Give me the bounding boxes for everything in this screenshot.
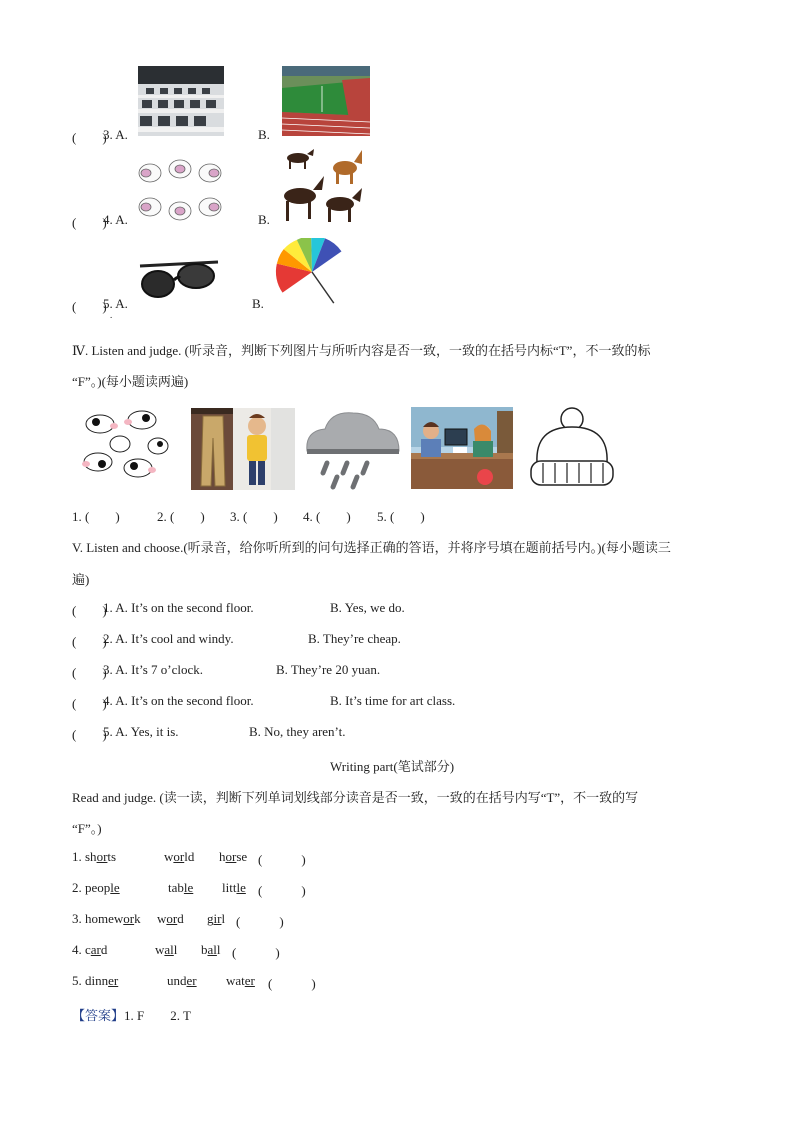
answer-slot-1: 1. ( )	[72, 509, 120, 524]
part4-heading-cont: “F”。)(每小题读两遍)	[72, 374, 189, 389]
answer-paren: ( )	[72, 299, 107, 314]
answer-text: 1. F 2. T	[124, 1008, 191, 1023]
answer-slot-5: 5. ( )	[377, 509, 425, 524]
writing-heading-cont: “F”。)	[72, 821, 102, 836]
answer-slot-4: 4. ( )	[303, 509, 351, 524]
horses-image	[280, 146, 366, 224]
cows-icon	[80, 406, 172, 488]
section-title: Writing part(笔试部分)	[330, 759, 455, 774]
option-b-label: B.	[258, 212, 270, 227]
answer-slot-2: 2. ( )	[157, 509, 205, 524]
shopping-icon	[411, 407, 513, 489]
answer-paren: ( )	[72, 215, 107, 230]
answer-paren: ( )	[72, 130, 107, 145]
pants-boy-icon	[191, 408, 295, 490]
writing-heading: Read and judge. (读一读，判断下列单词划线部分读音是否一致，一致的在括号内写“T”，不一致的写	[72, 790, 639, 805]
answer-line	[72, 1005, 191, 1024]
option-b-label: B.	[252, 296, 264, 311]
answer-slot-3: 3. ( )	[230, 509, 278, 524]
part5-heading: V. Listen and choose.(听录音，给你听所到的问句选择正确的答语，并将序号填在题前括号内。)(每小题读三	[72, 540, 671, 555]
question-number: 4. A.	[103, 212, 128, 227]
option-b-label: B.	[258, 127, 270, 142]
answer-label: 【答案】	[72, 1008, 125, 1023]
umbrella-image	[272, 238, 350, 308]
question-number: 3. A.	[103, 127, 128, 142]
part5-heading-cont: 遍)	[72, 572, 90, 587]
part4-heading: Ⅳ. Listen and judge. (听录音，判断下列图片与所听内容是否一致，一致的在括号内标“T”，不一致的标	[72, 343, 651, 358]
sunglasses-image	[138, 258, 220, 304]
rain-cloud-icon	[303, 405, 403, 491]
playground-image	[282, 66, 370, 136]
question-number: 5. A.	[103, 296, 128, 311]
computer-room-image	[138, 66, 224, 136]
sheep-image	[136, 155, 226, 225]
hat-icon	[525, 405, 619, 489]
